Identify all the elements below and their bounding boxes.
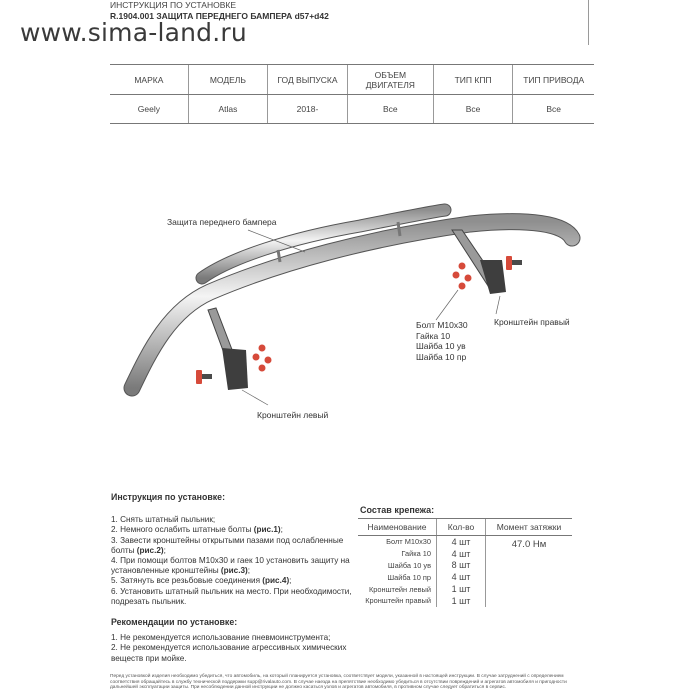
fastener-name: Шайба 10 пр bbox=[387, 572, 431, 582]
fastener-qty: 4 шт bbox=[437, 536, 486, 548]
fastener-qty: 1 шт bbox=[437, 595, 486, 607]
instructions-title: Инструкция по установке: bbox=[111, 492, 225, 502]
spec-cell-model: Atlas bbox=[188, 95, 267, 124]
instruction-step: 3. Завести кронштейны открытыми пазами под ослабленные болты (рис.2); bbox=[111, 535, 344, 555]
spec-header-cell: ГОД ВЫПУСКА bbox=[268, 65, 348, 95]
instruction-step: 6. Установить штатный пыльник на место. При необходимости, подрезать пыльник. bbox=[111, 586, 352, 606]
leader-lines bbox=[242, 230, 500, 405]
recommendation-item: 2. Не рекомендуется использование агрессивных химических веществ при мойке. bbox=[111, 643, 347, 663]
header-label: ИНСТРУКЦИЯ ПО УСТАНОВКЕ bbox=[110, 0, 236, 10]
fastener-name: Болт М10х30 bbox=[386, 537, 431, 547]
instruction-step: 5. Затянуть все резьбовые соединения (рис.4); bbox=[111, 576, 292, 586]
fastener-name: Кронштейн правый bbox=[365, 596, 431, 606]
spec-header-cell: ТИП ПРИВОДА bbox=[513, 65, 594, 95]
left-bracket bbox=[208, 308, 248, 390]
watermark: www.sima-land.ru bbox=[20, 18, 247, 47]
fastener-name: Кронштейн левый bbox=[368, 584, 431, 594]
fastener-name: Шайба 10 ув bbox=[387, 560, 431, 570]
fastener-qty: 4 шт bbox=[437, 548, 486, 560]
spec-cell-engine: Все bbox=[347, 95, 433, 124]
fastener-qty: 8 шт bbox=[437, 560, 486, 572]
spec-cell-year: 2018- bbox=[268, 95, 348, 124]
fasteners-header-row bbox=[358, 519, 572, 536]
fasteners-header-cell: Момент затяжки bbox=[486, 519, 573, 536]
footer-disclaimer: Перед установкой изделия необходимо убедиться, что автомобиль, на который планируется установка, соответствует модели, указанной в настоящей инструкции. В случае затруднений с определением соответствия обращайтесь в службу технической поддержки supp@rivalauto.com. В случае наезда на препятствие необходимо убедиться в отсутствии повреждений и агрегатов автомобиля и пригодности дальнейшей эксплуатации защиты. При несоблюдении данной инструкции не должно касаться узлов и агрегатов автомобиля, в противном случае следует обратиться в сервис. bbox=[110, 674, 567, 691]
fastener-row bbox=[358, 536, 572, 548]
spec-cell-gearbox: Все bbox=[433, 95, 513, 124]
spec-table bbox=[110, 64, 594, 124]
fasteners-header-cell: Кол-во bbox=[437, 519, 486, 536]
recommendations-title: Рекомендации по установке: bbox=[111, 617, 238, 628]
spec-header-cell: МАРКА bbox=[110, 65, 188, 95]
bolt-list-item: Гайка 10 bbox=[416, 330, 451, 341]
bumper-illustration bbox=[110, 200, 590, 430]
fastener-torque: 47.0 Нм bbox=[486, 536, 573, 607]
spec-header-row bbox=[110, 65, 594, 95]
strut bbox=[398, 222, 400, 236]
strut bbox=[278, 250, 280, 262]
spec-cell-drive: Все bbox=[513, 95, 594, 124]
main-tube bbox=[132, 222, 572, 388]
bumper-label: Защита переднего бампера bbox=[167, 217, 277, 227]
instructions bbox=[111, 492, 361, 664]
fastener-qty: 1 шт bbox=[437, 583, 486, 595]
bracket-right-label: Кронштейн правый bbox=[494, 317, 570, 327]
spec-data-row bbox=[110, 95, 594, 124]
spec-cell-make: Geely bbox=[110, 95, 188, 124]
instruction-step: 4. При помощи болтов М10х30 и гаек 10 установить защиту на установленные кронштейны (рис.3); bbox=[111, 556, 350, 576]
bolt-list-item: Шайба 10 пр bbox=[416, 351, 467, 362]
spec-header-cell: ТИП КПП bbox=[433, 65, 513, 95]
spec-header-cell: ОБЪЕМ ДВИГАТЕЛЯ bbox=[347, 65, 433, 95]
bracket-left-label: Кронштейн левый bbox=[257, 410, 329, 420]
header-divider bbox=[588, 0, 589, 45]
fastener-name: Гайка 10 bbox=[401, 549, 431, 559]
fasteners-title: Состав крепежа: bbox=[360, 505, 435, 515]
instruction-step: 1. Снять штатный пыльник; bbox=[111, 515, 216, 525]
bolt-list-item: Шайба 10 ув bbox=[416, 341, 466, 351]
instruction-step: 2. Немного ослабить штатные болты (рис.1); bbox=[111, 525, 283, 535]
fastener-qty: 4 шт bbox=[437, 571, 486, 583]
recommendation-item: 1. Не рекомендуется использование пневмоинструмента; bbox=[111, 633, 331, 643]
fasteners-table bbox=[358, 518, 572, 607]
bolt-list-item: Болт М10х30 bbox=[416, 320, 468, 330]
spec-header-cell: МОДЕЛЬ bbox=[188, 65, 267, 95]
fasteners-header-cell: Наименование bbox=[358, 519, 437, 536]
document-title: R.1904.001 ЗАЩИТА ПЕРЕДНЕГО БАМПЕРА d57+d42 bbox=[110, 11, 329, 21]
document-header bbox=[110, 0, 329, 22]
bolt-list bbox=[416, 320, 468, 362]
